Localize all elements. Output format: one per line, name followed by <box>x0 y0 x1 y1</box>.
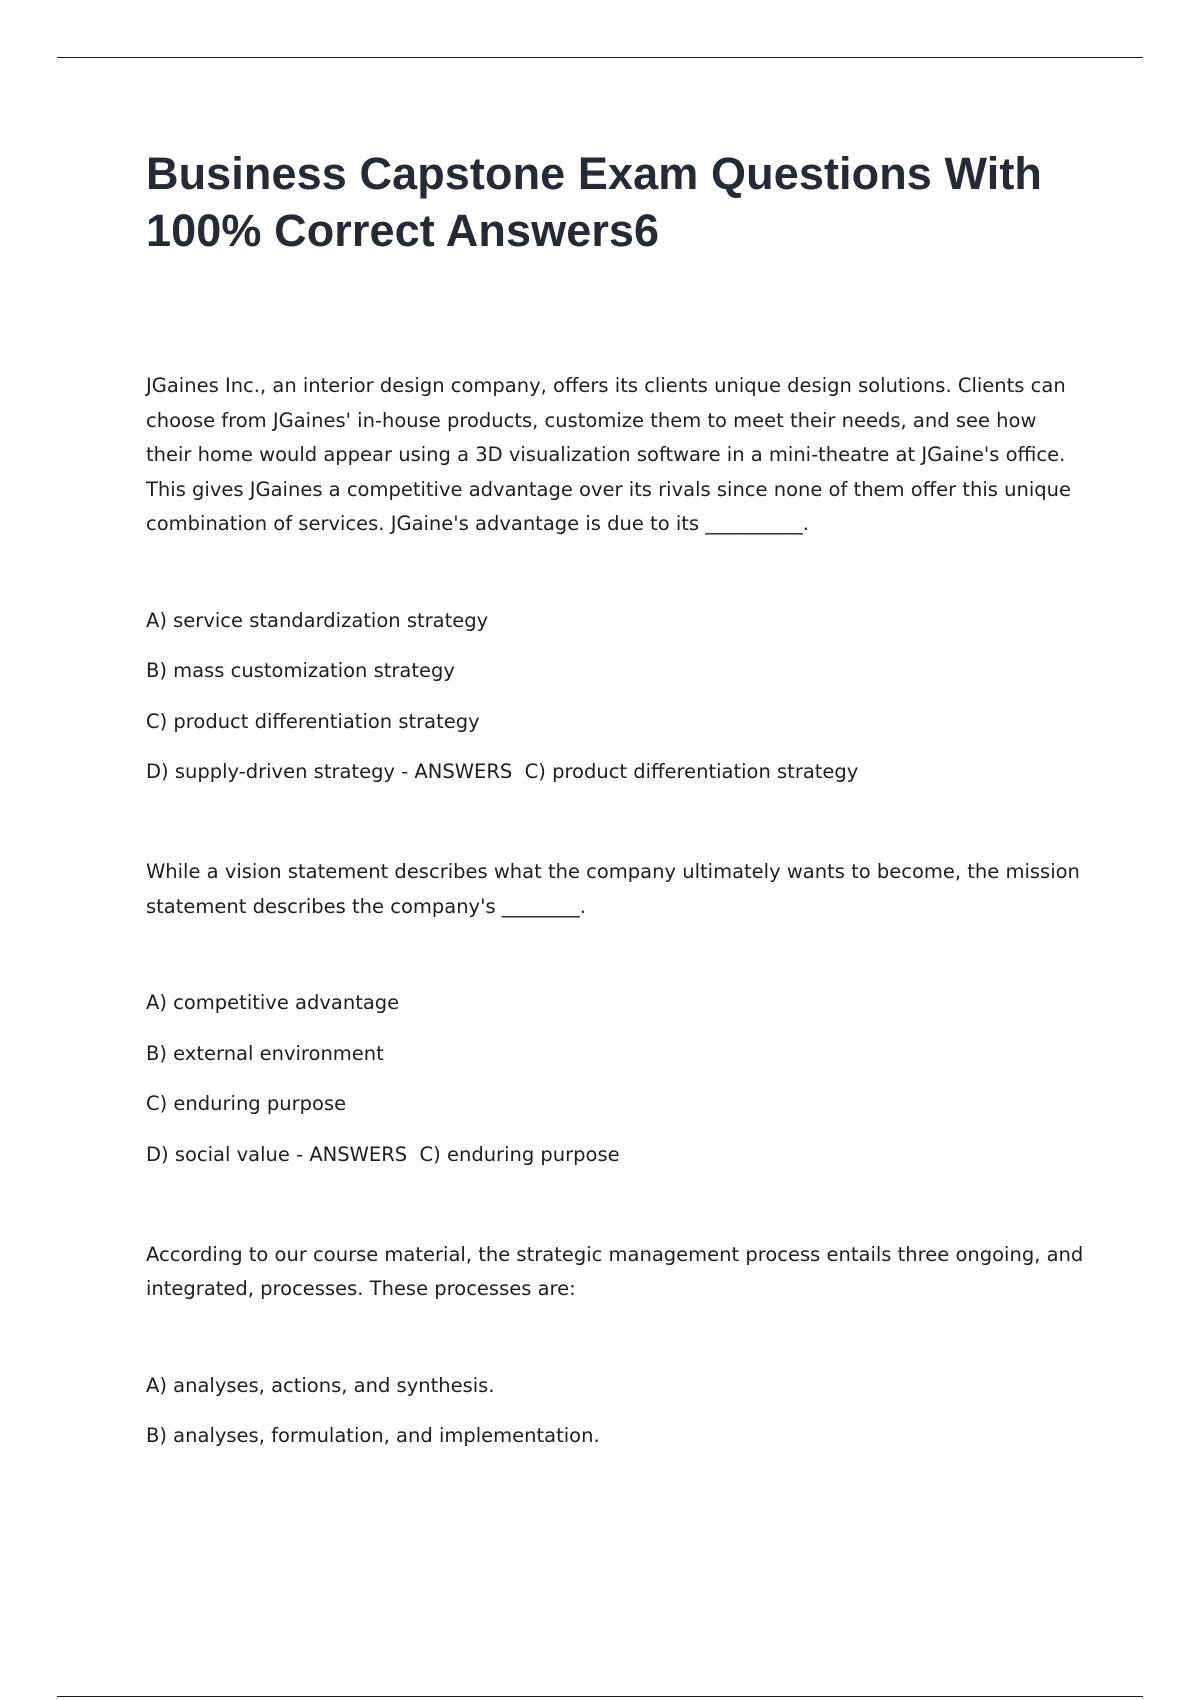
question-1-options <box>146 608 1086 785</box>
question-1-option-b: B) mass customization strategy <box>146 659 455 682</box>
question-2-option-b: B) external environment <box>146 1041 384 1065</box>
top-rule <box>57 57 1143 58</box>
question-3-option-a: A) analyses, actions, and synthesis. <box>146 1373 495 1397</box>
question-3-options <box>146 1373 1086 1449</box>
document-body <box>146 145 1086 1448</box>
question-3-prompt: According to our course material, the strategic management process entails three ongoing, and integrated, processes. These processes are: <box>146 1242 1084 1300</box>
question-1-option-a: A) service standardization strategy <box>146 608 489 632</box>
document-title: Business Capstone Exam Questions With 100% Correct Answers6 <box>146 148 1042 256</box>
question-1-prompt: JGaines Inc., an interior design company, offers its clients unique design solutions. Clients can choose from JGaines' in-house products, customize them to meet their needs, and see how their home would appear using a 3D visualization software in a mini-theatre at JGaine's office. This gives JGaines a competitive advantage over its rivals since none of them offer this unique combination of services. JGaine's advantage is due to its __________. <box>146 374 1071 535</box>
question-2-option-d-answer: D) social value - ANSWERS C) enduring purpose <box>146 1142 620 1166</box>
question-1-option-d-answer: D) supply-driven strategy - ANSWERS C) product differentiation strategy <box>146 760 859 783</box>
question-3-option-b: B) analyses, formulation, and implementation. <box>146 1424 600 1447</box>
question-1-option-c: C) product differentiation strategy <box>146 709 480 733</box>
question-2-options <box>146 990 1086 1167</box>
question-2-prompt: While a vision statement describes what the company ultimately wants to become, the mission statement describes the company's ________. <box>146 860 1080 918</box>
question-2-option-a: A) competitive advantage <box>146 991 400 1014</box>
bottom-rule <box>57 1696 1143 1697</box>
question-2-option-c: C) enduring purpose <box>146 1092 347 1115</box>
